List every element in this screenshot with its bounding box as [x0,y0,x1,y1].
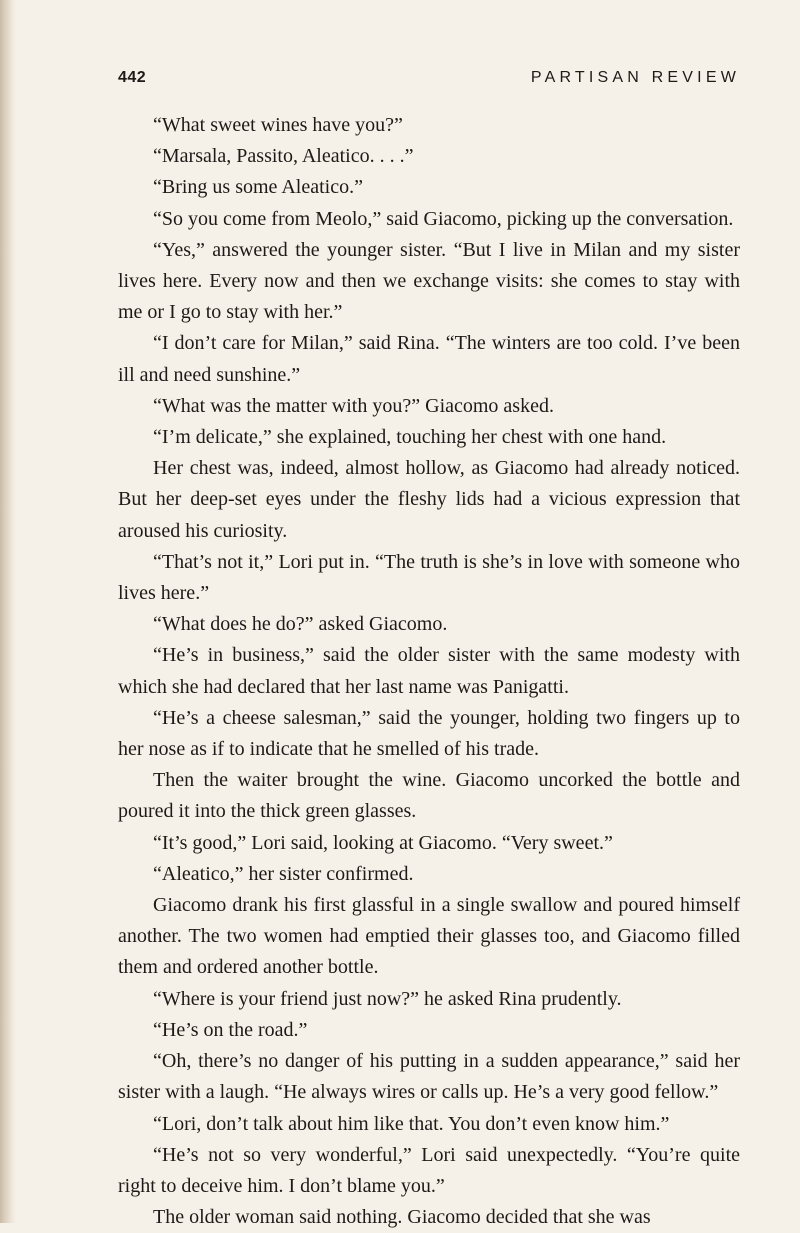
paragraph: “I don’t care for Milan,” said Rina. “The winters are too cold. I’ve been ill and need sunshine.” [118,332,740,386]
paragraph: “He’s a cheese salesman,” said the younger, holding two fingers up to her nose as if to indicate that he smelled of his trade. [118,706,740,761]
paragraph: “That’s not it,” Lori put in. “The truth is she’s in love with someone who lives here.” [118,550,740,605]
paragraph: “He’s in business,” said the older sister with the same modesty with which she had declared that her last name was Panigatti. [118,644,740,698]
paragraph: “I’m delicate,” she explained, touching her chest with one hand. [153,426,667,449]
paragraph: “It’s good,” Lori said, looking at Giacomo. “Very sweet.” [153,831,613,854]
paragraph: Giacomo drank his first glassful in a single swallow and poured himself another. The two women had emptied their glasses too, and Giacomo filled them and ordered another bottle. [118,894,740,979]
journal-title: PARTISAN REVIEW [530,69,740,86]
paragraph: “What was the matter with you?” Giacomo asked. [153,394,554,417]
paragraph: Her chest was, indeed, almost hollow, as Giacomo had already noticed. But her deep-set eyes under the fleshy lids had a vicious expression that aroused his curiosity. [118,457,740,542]
paragraph: “He’s not so very wonderful,” Lori said unexpectedly. “You’re quite right to deceive him. I don’t blame you.” [118,1143,740,1197]
paragraph: “So you come from Meolo,” said Giacomo, picking up the conversation. [153,207,734,230]
paragraph: “Marsala, Passito, Aleatico. . . .” [153,145,414,168]
paragraph: Then the waiter brought the wine. Giacomo uncorked the bottle and poured it into the thick green glasses. [118,769,740,823]
paragraph: “Yes,” answered the younger sister. “But I live in Milan and my sister lives here. Every now and then we exchange visits: she comes to stay with me or I go to stay with her.” [118,238,740,324]
paragraph: “Bring us some Aleatico.” [153,176,363,199]
paragraph: “Where is your friend just now?” he asked Rina prudently. [153,987,622,1010]
paragraph: “What does he do?” asked Giacomo. [153,613,448,636]
paragraph: “Oh, there’s no danger of his putting in a sudden appearance,” said her sister with a laugh. “He always wires or calls up. He’s a very good fellow.” [118,1050,740,1104]
paragraph: “He’s on the road.” [153,1018,308,1041]
body-text [118,110,740,1233]
page-gutter-edge [0,0,16,1223]
paragraph: “Aleatico,” her sister confirmed. [153,862,414,885]
page-number: 442 [118,69,147,86]
running-head [118,69,740,93]
paragraph: “What sweet wines have you?” [153,114,403,136]
paragraph: “Lori, don’t talk about him like that. You don’t even know him.” [153,1112,670,1135]
paragraph: The older woman said nothing. Giacomo decided that she was [153,1206,651,1229]
